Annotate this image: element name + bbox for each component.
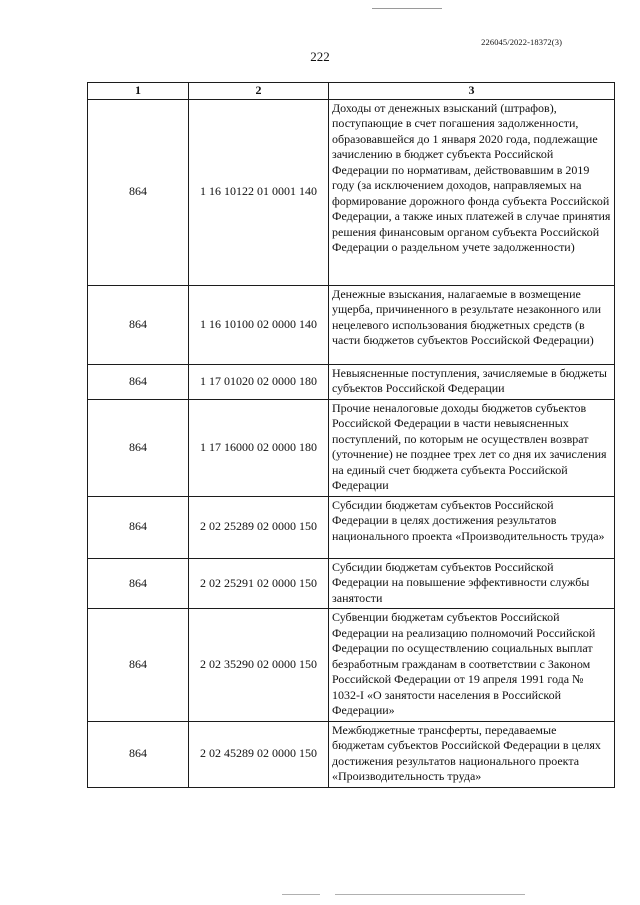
table-row [88, 399, 615, 496]
budget-classification-code-cell: 2 02 35290 02 0000 150 [189, 609, 329, 722]
table-row [88, 285, 615, 364]
income-description-cell: Денежные взыскания, налагаемые в возмещение ущерба, причиненного в результате незаконного или нецелевого использования бюджетных средств (в части бюджетов субъектов Российской Федерации) [329, 285, 615, 364]
income-description-cell: Субвенции бюджетам субъектов Российской Федерации на реализацию полномочий Российской Федерации по осуществлению социальных выплат безработным гражданам в соответствии с Законом Российской Федерации от 19 апреля 1991 года № 1032-I «О занятости населения в Российской Федерации» [329, 609, 615, 722]
budget-classification-code-cell: 2 02 45289 02 0000 150 [189, 721, 329, 787]
budget-classification-code-cell: 1 17 01020 02 0000 180 [189, 364, 329, 399]
bottom-margin-rule [282, 894, 320, 895]
administrator-code-cell: 864 [88, 285, 189, 364]
table-row [88, 721, 615, 787]
income-description-cell: Доходы от денежных взысканий (штрафов), поступающие в счет погашения задолженности, образовавшейся до 1 января 2020 года, подлежащие зачислению в бюджет субъекта Российской Федерации по нормативам, действовавшим в 2019 году (за исключением доходов, направляемых на формирование дорожного фонда субъекта Российской Федерации, а также иных платежей в случае принятия решения финансовым органом субъекта Российской Федерации о раздельном учете задолженности) [329, 99, 615, 285]
budget-classification-code-cell: 2 02 25289 02 0000 150 [189, 496, 329, 558]
bottom-margin-rule [335, 894, 525, 895]
budget-classification-code-cell: 1 16 10100 02 0000 140 [189, 285, 329, 364]
table-row [88, 609, 615, 722]
document-number: 226045/2022-18372(3) [481, 37, 562, 47]
administrator-code-cell: 864 [88, 609, 189, 722]
administrator-code-cell: 864 [88, 399, 189, 496]
table-row [88, 99, 615, 285]
administrator-code-cell: 864 [88, 99, 189, 285]
column-header-2: 2 [189, 83, 329, 100]
income-description-cell: Невыясненные поступления, зачисляемые в бюджеты субъектов Российской Федерации [329, 364, 615, 399]
administrator-code-cell: 864 [88, 364, 189, 399]
table-header-row [88, 83, 615, 100]
administrator-code-cell: 864 [88, 496, 189, 558]
administrator-code-cell: 864 [88, 558, 189, 609]
table-row [88, 496, 615, 558]
budget-classification-code-cell: 2 02 25291 02 0000 150 [189, 558, 329, 609]
top-margin-rule [372, 8, 442, 9]
table-row [88, 558, 615, 609]
budget-classification-code-cell: 1 16 10122 01 0001 140 [189, 99, 329, 285]
budget-classification-code-cell: 1 17 16000 02 0000 180 [189, 399, 329, 496]
income-description-cell: Субсидии бюджетам субъектов Российской Федерации в целях достижения результатов национального проекта «Производительность труда» [329, 496, 615, 558]
column-header-3: 3 [329, 83, 615, 100]
budget-codes-table [87, 82, 615, 788]
table-row [88, 364, 615, 399]
income-description-cell: Субсидии бюджетам субъектов Российской Федерации на повышение эффективности службы занятости [329, 558, 615, 609]
administrator-code-cell: 864 [88, 721, 189, 787]
income-description-cell: Прочие неналоговые доходы бюджетов субъектов Российской Федерации в части невыясненных поступлений, по которым не осуществлен возврат (уточнение) не позднее трех лет со дня их зачисления на единый счет бюджета субъекта Российской Федерации [329, 399, 615, 496]
income-description-cell: Межбюджетные трансферты, передаваемые бюджетам субъектов Российской Федерации в целях достижения результатов национального проекта «Производительность труда» [329, 721, 615, 787]
page-number: 222 [310, 49, 330, 64]
column-header-1: 1 [88, 83, 189, 100]
